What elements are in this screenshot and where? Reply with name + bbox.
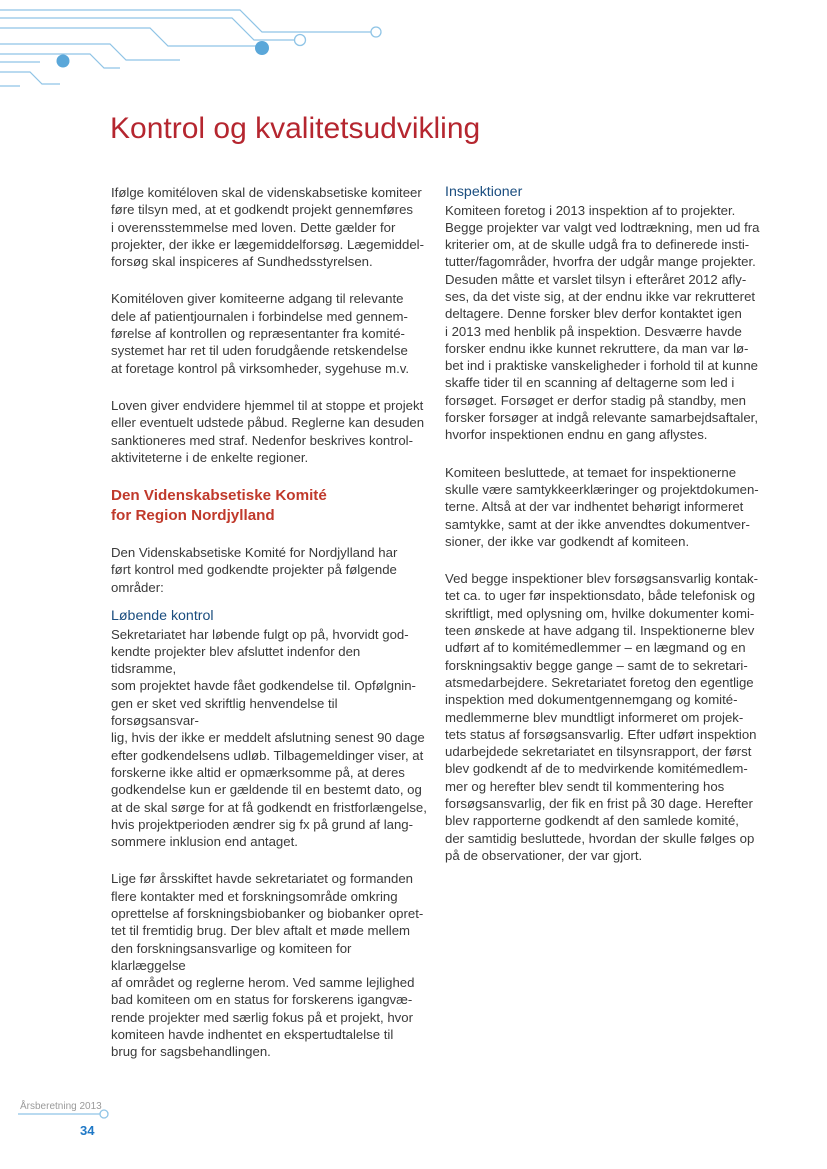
footer-report-label: Årsberetning 2013 — [20, 1101, 102, 1112]
page-number: 34 — [80, 1123, 95, 1138]
intro-paragraph: Ifølge komitéloven skal de videnskabsetiske komiteer føre tilsyn med, at et godkendt projekt gennemføres i overensstemmelse med loven. Dette gælder for projekter, der ikke er lægemiddelforsøg. Lægemiddel- forsøg skal inspiceres af Sundhedsstyrelsen. — [111, 185, 424, 270]
biobank-paragraph: Lige før årsskiftet havde sekretariatet og formanden flere kontakter med et forskningsområde omkring oprettelse af forskningsbiobanker og biobanker opret- tet til fremtidig brug. Der blev aftalt et møde mellem den forskningsansvarlige og komiteen for klarlæggelse af området og reglerne herom. Ved samme lejlighed bad komiteen om en status for forskerens igangvæ- rende projekter med særlig fokus på et projekt, hvor komiteen havde indhentet en ekspertudtalelse til brug for sagsbehandlingen. — [111, 871, 424, 1060]
lobende-kontrol-paragraph: Sekretariatet har løbende fulgt op på, hvorvidt god- kendte projekter blev afsluttet indenfor den tidsramme, som projektet havde fået godkendelse til. Opfølgnin- gen er sket ved skriftlig henvendelse til forsøgsansvar- lig, hvis der ikke er meddelt afslutning senest 90 dage efter godkendelsens udløb. Tilbagemeldinger viser, at forskerne ikke altid er opmærksomme på, at deres godkendelse kun er gældende til en bestemt dato, og at de skal sørge for at få godkendt en fristforlængelse, hvis projektperioden ændrer sig fx på grund af lang- sommere inklusion end antaget. — [111, 626, 427, 850]
sanctions-paragraph: Loven giver endvidere hjemmel til at stoppe et projekt eller eventuelt udstede påbud. Reglerne kan desuden sanktioneres med straf. Nedenfor beskrives kontrol- aktiviteterne i de enkelte regioner. — [111, 397, 425, 465]
right-column — [445, 184, 763, 884]
patient-records-paragraph: Komitéloven giver komiteerne adgang til relevante dele af patientjournalen i forbindelse med gennem- førelse af kontrollen og repræsentanter fra komité- systemet har ret til uden forudgående retskendelse at foretage kontrol på virksomheder, sygehuse m.v. — [111, 291, 410, 376]
left-column — [111, 184, 429, 1081]
inspektioner-paragraph-1: Komiteen foretog i 2013 inspektion af to projekter. Begge projekter var valgt ved lodtrækning, men ud fra kriterier om, at de skulle udgå fra to definerede insti- tutter/fagområder, hvorfra der udgår mange projekter. Desuden måtte et varslet tilsyn i efteråret 2012 afly- ses, da det viste sig, at der endnu ikke var rekrutteret deltagere. Denne forsker blev derfor kontaktet igen i 2013 med henblik på inspektion. Desværre havde forsker endnu ikke kunnet rekruttere, da man var lø- bet ind i praktiske vanskeligheder i forhold til at kunne skaffe tider til en scanning af deltagerne som led i forsøget. Forsøget er derfor stadig på standby, men forsker forsøger at indgå relevante samarbejdsaftaler, hvorfor inspektionen endnu en gang aflystes. — [445, 202, 760, 443]
lobende-kontrol-heading: Løbende kontrol — [111, 608, 214, 625]
page-title: Kontrol og kvalitetsudvikling — [110, 112, 481, 145]
region-nordjylland-heading: Den Videnskabsetiske Komité for Region Nordjylland — [111, 487, 327, 525]
inspektioner-paragraph-3: Ved begge inspektioner blev forsøgsansvarlig kontak- tet ca. to uger før inspektionsdato, både telefonisk og skriftligt, med oplysning om, hvilke dokumenter komi- teen ønskede at have adgang til. Inspektionerne blev udført af to komitémedlemmer – en lægmand og en forskningsaktiv begge gange – samt de to sekretari- atsmedarbejdere. Sekretariatet foretog den egentlige inspektion med dokumentgennemgang og komité- medlemmerne blev mundtligt informeret om projek- tets status af forsøgsansvarlig. Efter udført inspektion udarbejdede sekretariatet en tilsynsrapport, der først blev godkendt af de to medvirkende komitémedlem- mer og herefter blev sendt til kommentering hos forsøgsansvarlig, der fik en frist på 30 dage. Herefter blev rapporterne godkendt af den samlede komité, der samtidig besluttede, hvordan der skulle følges op på de observationer, der var gjort. — [445, 571, 759, 863]
inspektioner-heading: Inspektioner — [445, 184, 523, 200]
region-intro-paragraph: Den Videnskabsetiske Komité for Nordjylland har ført kontrol med godkendte projekter på følgende områder: — [111, 545, 398, 595]
inspektioner-paragraph-2: Komiteen besluttede, at temaet for inspektionerne skulle være samtykkeerklæringer og projektdokumen- terne. Altså at der var indhentet behørigt informeret samtykke, samt at der ikke anvendtes dokumentver- sioner, der ikke var godkendt af komiteen. — [445, 464, 759, 549]
